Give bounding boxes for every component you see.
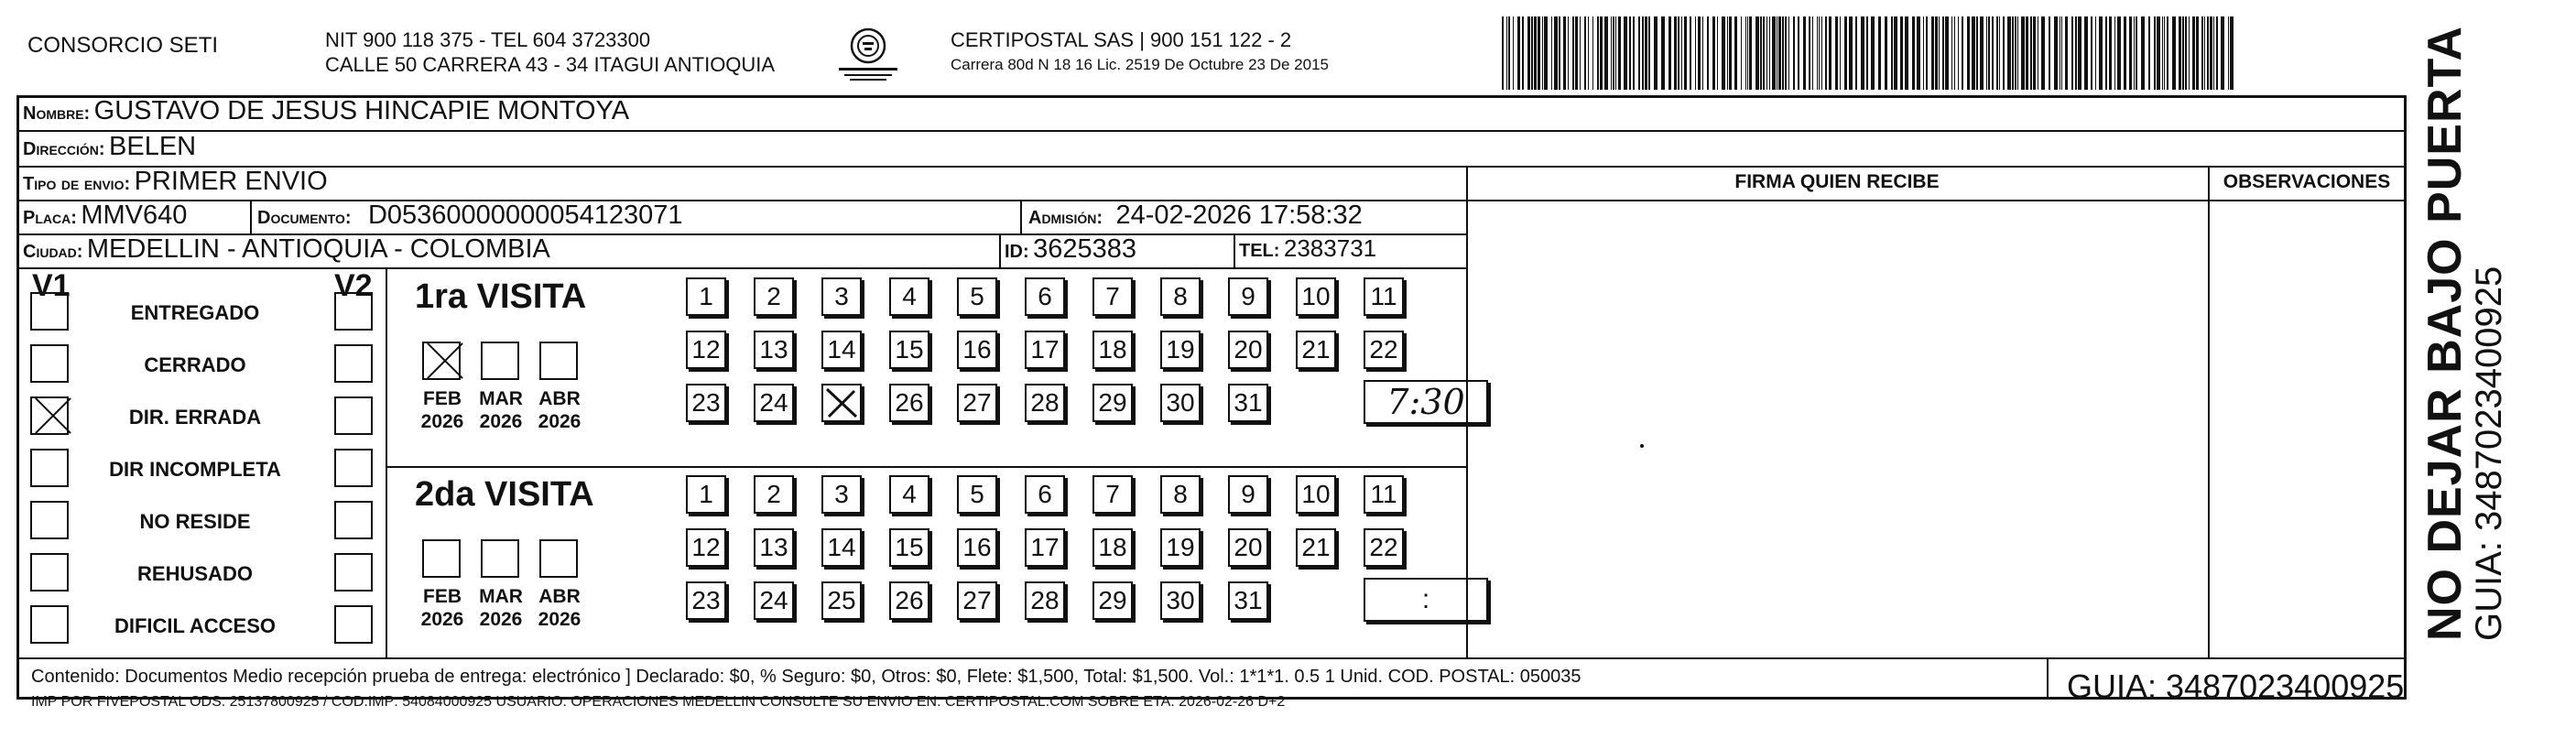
- signature-mark: [1640, 444, 1644, 448]
- second-visit-day-box[interactable]: 10: [1296, 475, 1336, 514]
- v2-checkbox[interactable]: [334, 449, 373, 487]
- first-visit-day-box[interactable]: 31: [1228, 384, 1268, 422]
- second-visit-day-box[interactable]: 16: [957, 528, 997, 567]
- documento-value: D05360000000054123071: [367, 201, 683, 230]
- first-visit-day-box[interactable]: 28: [1025, 384, 1065, 422]
- direccion-value: BELEN: [109, 132, 197, 161]
- month-label: [532, 585, 587, 631]
- first-visit-day-box-marked[interactable]: [821, 384, 862, 422]
- month-name: ABR: [538, 586, 581, 607]
- admision-label: Admisión:: [1028, 208, 1103, 228]
- month-year: 2026: [479, 609, 523, 630]
- month-name: MAR: [479, 586, 523, 607]
- v1-header: V1: [32, 268, 71, 303]
- id-label: ID:: [1005, 242, 1029, 262]
- second-visit-day-box[interactable]: 2: [754, 475, 794, 514]
- id-cell: [1005, 234, 1136, 265]
- tipo-row: [23, 167, 328, 197]
- second-visit-time-box[interactable]: :: [1364, 578, 1488, 622]
- first-visit-day-box[interactable]: 8: [1160, 277, 1201, 316]
- nombre-value: GUSTAVO DE JESUS HINCAPIE MONTOYA: [93, 96, 630, 125]
- col-divider: [999, 233, 1001, 267]
- documento-label: Documento:: [257, 208, 352, 228]
- first-visit-day-box[interactable]: 29: [1092, 384, 1133, 422]
- month-label: [415, 387, 470, 433]
- second-visit-day-box[interactable]: 30: [1160, 581, 1201, 620]
- col-divider: [1234, 233, 1235, 267]
- status-label: DIR. ERRADA: [128, 406, 262, 429]
- v2-checkbox[interactable]: [334, 396, 373, 435]
- no-dejar-bajo-puerta: NO DEJAR BAJO PUERTA: [2418, 25, 2472, 641]
- second-visit-day-box[interactable]: 26: [889, 581, 929, 620]
- second-visit-title: 2da VISITA: [415, 475, 594, 514]
- second-visit-day-box[interactable]: 28: [1025, 581, 1065, 620]
- documento-cell: [257, 201, 682, 231]
- row-divider: [19, 166, 2404, 168]
- v1-checkbox[interactable]: [30, 396, 69, 435]
- admision-cell: [1028, 201, 1363, 231]
- placa-cell: [23, 201, 187, 231]
- v2-header: V2: [334, 268, 373, 303]
- col-divider: [250, 200, 252, 233]
- second-visit-day-box[interactable]: 13: [754, 528, 794, 567]
- month-label: [532, 387, 587, 433]
- status-label: REHUSADO: [137, 562, 253, 585]
- first-visit-title: 1ra VISITA: [415, 277, 587, 316]
- first-visit-day-box[interactable]: 11: [1364, 277, 1404, 316]
- first-visit-day-box[interactable]: 14: [821, 331, 862, 369]
- tipo-value: PRIMER ENVIO: [134, 167, 328, 196]
- second-visit-day-box[interactable]: 25: [821, 581, 862, 620]
- first-visit-day-box[interactable]: 2: [754, 277, 794, 316]
- month-label: [473, 585, 528, 631]
- month-name: ABR: [538, 388, 581, 409]
- v1-checkbox[interactable]: [30, 449, 69, 487]
- row-divider: [19, 130, 2404, 132]
- observaciones-header: OBSERVACIONES: [2223, 171, 2391, 192]
- first-visit-day-box[interactable]: 15: [889, 331, 929, 369]
- second-visit-day-box[interactable]: 17: [1025, 528, 1065, 567]
- second-visit-day-box[interactable]: 15: [889, 528, 929, 567]
- col-divider: [2047, 657, 2049, 700]
- footer-guia: GUIA: 3487023400925: [2067, 668, 2405, 705]
- second-visit-day-box[interactable]: 5: [957, 475, 997, 514]
- courier-line: CERTIPOSTAL SAS | 900 151 122 - 2: [951, 28, 1292, 51]
- second-visit-day-box[interactable]: 23: [686, 581, 726, 620]
- status-label: CERRADO: [144, 353, 246, 376]
- first-visit-day-box[interactable]: 18: [1092, 331, 1133, 369]
- month-year: 2026: [538, 411, 582, 432]
- v2-checkbox[interactable]: [334, 605, 373, 644]
- second-visit-day-box[interactable]: 6: [1025, 475, 1065, 514]
- v2-checkbox[interactable]: [334, 344, 373, 383]
- second-visit-day-box[interactable]: 19: [1160, 528, 1201, 567]
- nombre-label: Nombre:: [23, 103, 91, 124]
- first-visit-month-checkbox[interactable]: [539, 342, 578, 380]
- col-divider: [2208, 166, 2210, 657]
- col-divider: [1020, 200, 1022, 233]
- company-nit-block: [325, 27, 775, 77]
- company-name: CONSORCIO SETI: [27, 33, 219, 58]
- month-label: [473, 387, 528, 433]
- first-visit-day-box[interactable]: 17: [1025, 331, 1065, 369]
- col-divider: [386, 267, 387, 657]
- v1-checkbox[interactable]: [30, 344, 69, 383]
- first-visit-day-box[interactable]: 30: [1160, 384, 1201, 422]
- barcode: [1502, 16, 2234, 90]
- v1-checkbox[interactable]: [30, 501, 69, 539]
- month-year: 2026: [420, 609, 464, 630]
- second-visit-month-checkbox[interactable]: [422, 539, 461, 578]
- first-visit-day-box[interactable]: 5: [957, 277, 997, 316]
- second-visit-day-box[interactable]: 9: [1228, 475, 1268, 514]
- v2-checkbox[interactable]: [334, 292, 373, 331]
- first-visit-month-checkbox[interactable]: [422, 342, 461, 380]
- second-visit-day-box[interactable]: 22: [1364, 528, 1404, 567]
- first-visit-day-box[interactable]: 19: [1160, 331, 1201, 369]
- first-visit-day-box[interactable]: 3: [821, 277, 862, 316]
- second-visit-day-box[interactable]: 7: [1092, 475, 1133, 514]
- first-visit-time-box[interactable]: 7:30: [1364, 380, 1488, 424]
- v2-checkbox[interactable]: [334, 501, 373, 539]
- second-visit-day-box[interactable]: 8: [1160, 475, 1201, 514]
- first-visit-day-box[interactable]: 23: [686, 384, 726, 422]
- second-visit-day-box[interactable]: 11: [1364, 475, 1404, 514]
- month-label: [415, 585, 470, 631]
- first-visit-day-box[interactable]: 20: [1228, 331, 1268, 369]
- second-visit-day-box[interactable]: 12: [686, 528, 726, 567]
- tel-cell: [1239, 234, 1376, 263]
- month-name: FEB: [423, 388, 462, 409]
- second-visit-day-box[interactable]: 27: [957, 581, 997, 620]
- side-notice: [2418, 26, 2510, 641]
- placa-label: Placa:: [23, 208, 77, 228]
- first-visit-day-box[interactable]: 4: [889, 277, 929, 316]
- first-visit-month-checkbox[interactable]: [481, 342, 519, 380]
- second-visit-day-box[interactable]: 31: [1228, 581, 1268, 620]
- status-label: ENTREGADO: [130, 301, 260, 324]
- month-year: 2026: [538, 609, 582, 630]
- first-visit-day-box[interactable]: 13: [754, 331, 794, 369]
- second-visit-day-box[interactable]: 18: [1092, 528, 1133, 567]
- month-name: MAR: [479, 388, 523, 409]
- v1-checkbox[interactable]: [30, 553, 69, 592]
- second-visit-month-checkbox[interactable]: [539, 539, 578, 578]
- second-visit-month-checkbox[interactable]: [481, 539, 519, 578]
- nombre-row: [23, 96, 629, 126]
- second-visit-day-box[interactable]: 20: [1228, 528, 1268, 567]
- nit-line: NIT 900 118 375 - TEL 604 3723300: [325, 28, 651, 51]
- direccion-label: Dirección:: [23, 139, 105, 159]
- first-visit-day-box[interactable]: 12: [686, 331, 726, 369]
- status-label: DIFICIL ACCESO: [114, 614, 276, 637]
- second-visit-day-box[interactable]: 24: [754, 581, 794, 620]
- placa-value: MMV640: [81, 201, 188, 230]
- second-visit-day-box[interactable]: 21: [1296, 528, 1336, 567]
- firma-header: FIRMA QUIEN RECIBE: [1734, 171, 1940, 192]
- second-visit-day-box[interactable]: 14: [821, 528, 862, 567]
- footer-print-info: IMP POR FIVEPOSTAL ODS: 25137800925 / COD.IMP: 54084000925 USUARIO: OPERACIONES MEDELLIN CONSULTE SU ENVIO EN: CERTIPOSTAL.COM SOBRE ETA: 2026-02-26 D+2: [31, 694, 1286, 710]
- first-visit-day-box[interactable]: 10: [1296, 277, 1336, 316]
- courier-block: [951, 27, 1329, 77]
- ciudad-label: Ciudad:: [23, 242, 83, 262]
- first-visit-day-box[interactable]: 26: [889, 384, 929, 422]
- ciudad-cell: [23, 234, 550, 265]
- first-visit-day-box[interactable]: 1: [686, 277, 726, 316]
- status-label: NO RESIDE: [139, 510, 251, 533]
- month-name: FEB: [423, 586, 462, 607]
- row-divider: [19, 267, 1466, 269]
- tel-label: TEL:: [1239, 241, 1280, 261]
- side-guia: GUIA: 3487023400925: [2469, 266, 2509, 641]
- tel-value: 2383731: [1283, 234, 1377, 262]
- second-visit-day-box[interactable]: 4: [889, 475, 929, 514]
- tipo-label: Tipo de envio:: [23, 174, 131, 194]
- second-visit-day-box[interactable]: 1: [686, 475, 726, 514]
- month-year: 2026: [479, 411, 523, 432]
- first-visit-day-box[interactable]: 24: [754, 384, 794, 422]
- v1-checkbox[interactable]: [30, 605, 69, 644]
- second-visit-day-box[interactable]: 29: [1092, 581, 1133, 620]
- ciudad-value: MEDELLIN - ANTIOQUIA - COLOMBIA: [86, 234, 550, 264]
- status-label: DIR INCOMPLETA: [109, 458, 281, 481]
- id-value: 3625383: [1033, 234, 1137, 264]
- direccion-row: [23, 132, 196, 162]
- certipostal-logo: [831, 26, 905, 84]
- courier-license: Carrera 80d N 18 16 Lic. 2519 De Octubre 23 De 2015: [951, 56, 1329, 73]
- address-line: CALLE 50 CARRERA 43 - 34 ITAGUI ANTIOQUIA: [325, 53, 776, 76]
- first-visit-day-box[interactable]: 21: [1296, 331, 1336, 369]
- v2-checkbox[interactable]: [334, 553, 373, 592]
- row-divider: [386, 466, 1466, 468]
- footer-contents: Contenido: Documentos Medio recepción prueba de entrega: electrónico ] Declarado: $0, % Seguro: $0, Otros: $0, Flete: $1,500, Total: $1,500. Vol.: 1*1*1. 0.5 1 Unid. COD. POSTAL: 050035: [31, 667, 1581, 687]
- first-visit-day-box[interactable]: 9: [1228, 277, 1268, 316]
- v1-checkbox[interactable]: [30, 292, 69, 331]
- admision-value: 24-02-2026 17:58:32: [1115, 201, 1363, 230]
- handwritten-cross-icon: [823, 385, 860, 420]
- first-visit-day-box[interactable]: 6: [1025, 277, 1065, 316]
- first-visit-day-box[interactable]: 22: [1364, 331, 1404, 369]
- second-visit-day-box[interactable]: 3: [821, 475, 862, 514]
- first-visit-day-box[interactable]: 16: [957, 331, 997, 369]
- first-visit-day-box[interactable]: 27: [957, 384, 997, 422]
- month-year: 2026: [420, 411, 464, 432]
- first-visit-day-box[interactable]: 7: [1092, 277, 1133, 316]
